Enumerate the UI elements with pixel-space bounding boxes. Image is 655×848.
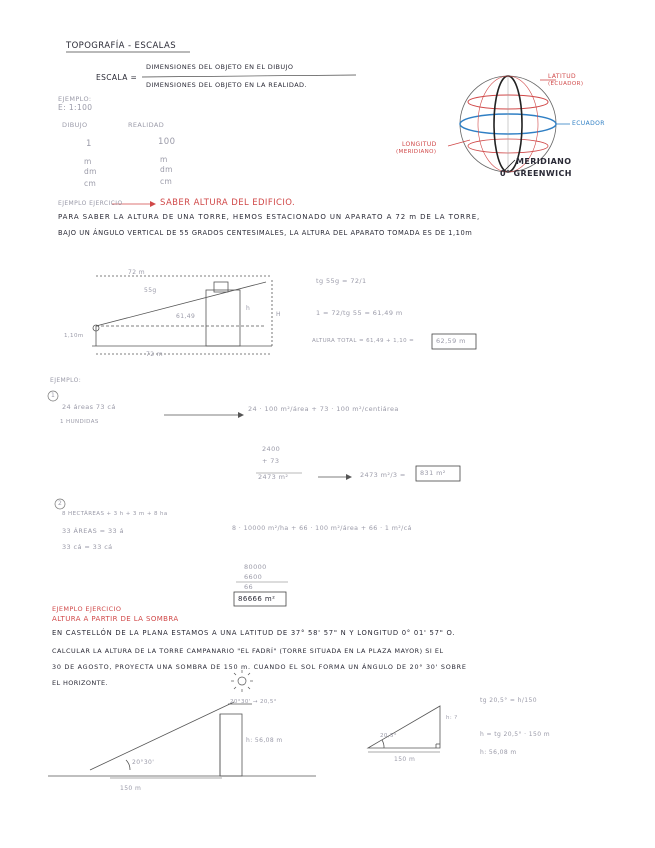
ej3-line1: EN CASTELLÓN DE LA PLANA ESTAMOS A UNA LATITUD DE 37° 58' 57" N Y LONGITUD 0° 01' 57" O.: [52, 629, 456, 637]
fig-top-label: 72 m: [128, 269, 145, 276]
ej2-c-top: 80000: [244, 563, 267, 571]
ej3-label: EJEMPLO EJERCICIO: [52, 605, 122, 613]
cell-r2c1: m: [84, 157, 92, 166]
fig-angle: 55g: [144, 287, 157, 294]
escala-numerator: DIMENSIONES DEL OBJETO EN EL DIBUJO: [146, 63, 294, 71]
ej3-shadow: 150 m: [120, 785, 142, 792]
longitud-sub: (MERIDIANO): [396, 149, 437, 155]
ej3-line3: 30 DE AGOSTO, PROYECTA UNA SOMBRA DE 150 m. CUANDO EL SOL FORMA UN ÁNGULO DE 20° 30' SOBRE: [52, 663, 467, 671]
fig-bottom-label: 72 m: [146, 351, 163, 358]
ej2-sum-result: 831 m²: [420, 469, 446, 477]
greenwich-label: 0° GREENWICH: [500, 169, 572, 178]
ej2-sum-div: 2473 m²/3 =: [360, 471, 406, 479]
ej3-h-val: h: 56,08 m: [246, 737, 283, 744]
ej1-eq3: ALTURA TOTAL = 61,49 + 1,10 =: [312, 338, 415, 344]
fig-angle2: 61,49: [176, 313, 196, 320]
ej2-sum-total: 2473 m²: [258, 473, 289, 481]
cell-r1c2: 100: [158, 137, 176, 147]
ej1-eq1: tg 55g = 72/1: [316, 277, 367, 285]
escala-label: ESCALA =: [96, 73, 138, 82]
ej2-b1: 8 HECTÁREAS + 3 h + 3 m + 8 ha: [62, 511, 168, 517]
longitud-label: LONGITUD: [402, 141, 437, 148]
ej2-b3: 33 cá = 33 cá: [62, 543, 113, 551]
ej2-c-low: 66: [244, 583, 254, 591]
ej2-sum-mid: + 73: [262, 457, 280, 465]
fig-base: 1,10m: [64, 333, 84, 339]
ejemplo-heading: EJEMPLO:: [58, 95, 92, 103]
ej3-ang: 20°30': [132, 759, 155, 766]
ej1-line1: PARA SABER LA ALTURA DE UNA TORRE, HEMOS ESTACIONADO UN APARATO A 72 m DE LA TORRE,: [58, 213, 481, 221]
ej3-tri-h: h: ?: [446, 715, 458, 721]
ej2-a-right: 24 · 100 m²/área + 73 · 100 m²/centiárea: [248, 405, 399, 413]
triangle-diagram: [368, 706, 440, 752]
ecuador-label: ECUADOR: [572, 120, 605, 127]
fig-hh: H: [276, 311, 281, 318]
ej2-a-sub: 1 HUNDIDAS: [60, 419, 99, 425]
col-realidad: REALIDAD: [128, 121, 165, 129]
fig-h: h: [246, 305, 251, 312]
cell-r1c1: 1: [86, 139, 92, 149]
ej2-label: EJEMPLO:: [50, 377, 82, 384]
cell-r4c2: cm: [160, 177, 173, 186]
ej2-a-left: 24 áreas 73 cá: [62, 403, 116, 411]
ej1-eq2: 1 = 72/tg 55 = 61,49 m: [316, 309, 403, 317]
col-dibujo: DIBUJO: [62, 121, 88, 129]
ej3-line4: EL HORIZONTE.: [52, 679, 109, 687]
ej1-title: SABER ALTURA DEL EDIFICIO.: [160, 198, 296, 208]
ej3-f1: tg 20,5° = h/150: [480, 697, 537, 704]
ej3-subtitle: ALTURA A PARTIR DE LA SOMBRA: [52, 615, 179, 623]
cell-r3c1: dm: [84, 167, 97, 176]
ej3-tri-ang: 20,5°: [380, 733, 397, 739]
ej2-c-result: 86666 m²: [238, 595, 276, 603]
escala-denominator: DIMENSIONES DEL OBJETO EN LA REALIDAD.: [146, 81, 307, 89]
ej3-f2: h = tg 20,5° · 150 m: [480, 731, 550, 738]
ej2-b2: 33 ÁREAS = 33 á: [62, 527, 124, 535]
cell-r4c1: cm: [84, 179, 97, 188]
ej2-b-right: 8 · 10000 m²/ha + 66 · 100 m²/área + 66 · 1 m²/cá: [232, 525, 412, 532]
ej3-sun-angle: 20°30' → 20,5°: [230, 699, 277, 705]
ej1-result: 62,59 m: [436, 337, 466, 345]
page-title: TOPOGRAFÍA - ESCALAS: [66, 41, 176, 51]
ej2-sum-top: 2400: [262, 445, 281, 453]
ej3-f3: h: 56,08 m: [480, 749, 517, 756]
ej2-n2: 2: [58, 500, 63, 507]
cell-r3c2: dm: [160, 165, 173, 174]
ej3-tri-base: 150 m: [394, 756, 416, 763]
cell-r2c2: m: [160, 155, 168, 164]
ej3-line2: CALCULAR LA ALTURA DE LA TORRE CAMPANARIO "EL FADRÍ" (TORRE SITUADA EN LA PLAZA MAYOR) SI EL: [52, 647, 444, 655]
ej2-c-mid: 6600: [244, 573, 263, 581]
ejemplo-scale: E: 1:100: [58, 103, 93, 112]
ej2-n1: 1: [51, 392, 56, 399]
latitud-sub: (ECUADOR): [548, 81, 584, 87]
latitud-label: LATITUD: [548, 73, 577, 80]
sun-icon: [231, 670, 253, 692]
ej1-label: EJEMPLO EJERCICIO: [58, 200, 123, 207]
ej1-line2: BAJO UN ÁNGULO VERTICAL DE 55 GRADOS CENTESIMALES, LA ALTURA DEL APARATO TOMADA ES DE 1,10m: [58, 229, 473, 237]
meridiano-label: MERIDIANO: [516, 157, 572, 166]
